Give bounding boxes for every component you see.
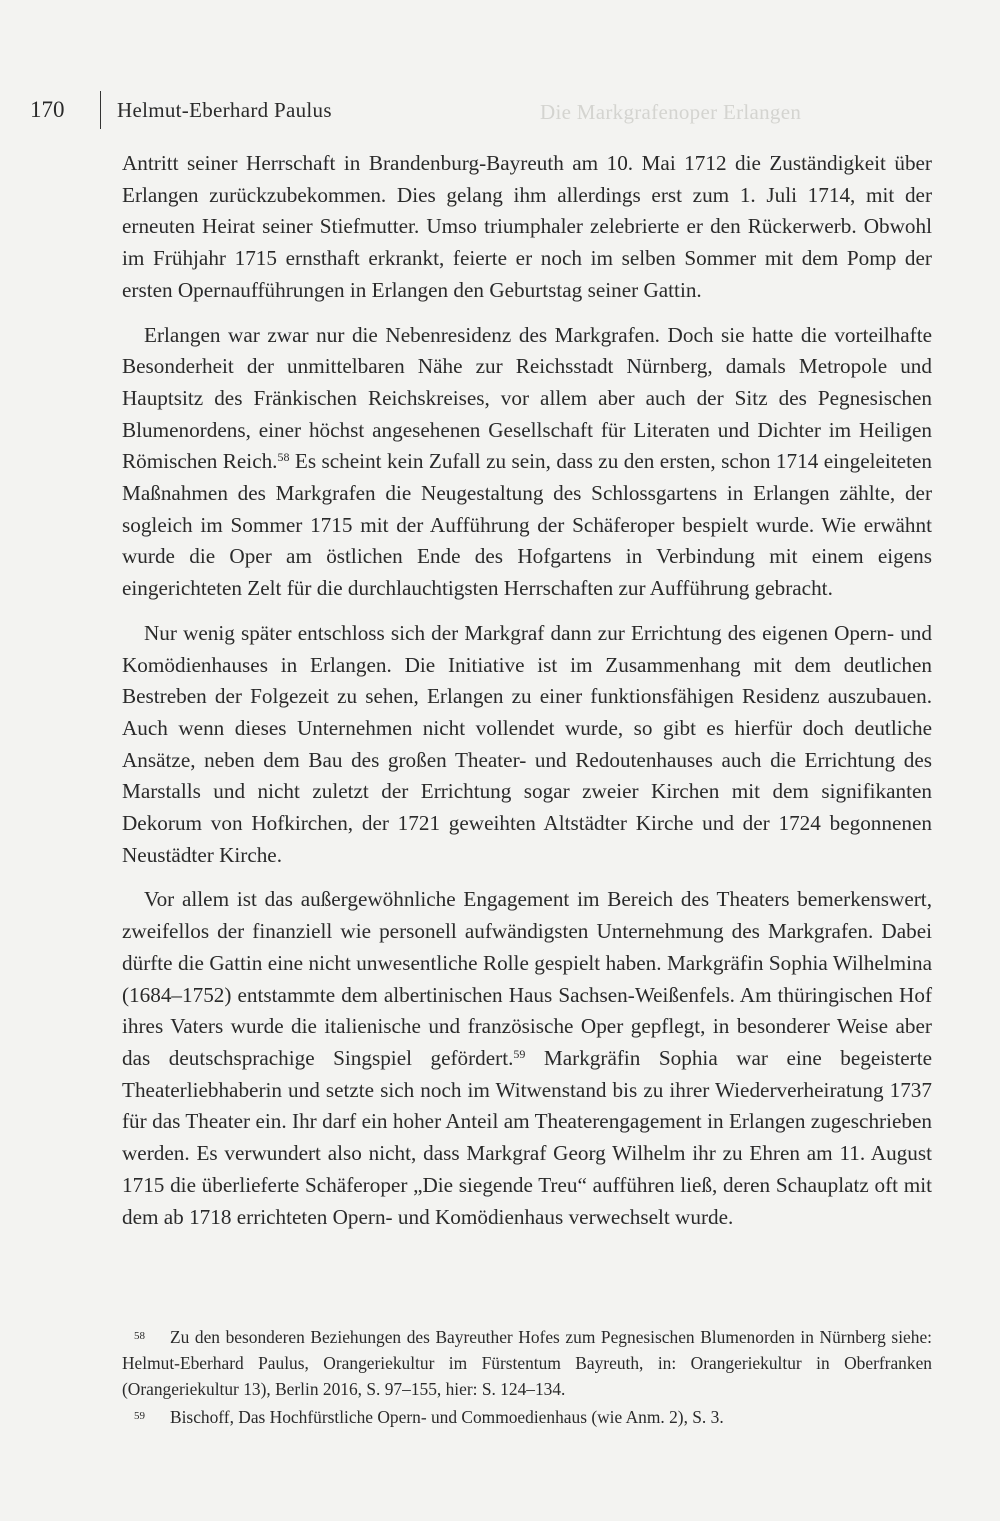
paragraph-2 — [122, 320, 932, 605]
footnote-ref-58: 58 — [277, 450, 290, 465]
paragraph-4-text-b: Markgräfin Sophia war eine begeisterte Theaterliebhaberin und setzte sich noch im Witwenstand bis zu ihrer Wiederverheiratung 1737 für das Theater ein. Ihr darf ein hoher Anteil am Theaterengagement in Erlangen zugeschrieben werden. Es verwundert also nicht, dass Markgraf Georg Wilhelm ihr zu Ehren am 11. August 1715 die überlieferte Schäferoper „Die siegende Treu“ aufführen ließ, deren Schauplatz oft mit dem ab 1718 errichteten Opern- und Komödienhaus verwechselt wurde. — [122, 1045, 932, 1229]
footnote-number: 58 — [134, 1330, 145, 1342]
paragraph-4 — [122, 884, 932, 1233]
footnote-ref-59: 59 — [513, 1046, 526, 1061]
footnote-text: Bischoff, Das Hochfürstliche Opern- und Commoedienhaus (wie Anm. 2), S. 3. — [170, 1406, 724, 1427]
body-text — [122, 148, 932, 1233]
paragraph-2-text-a: Erlangen war zwar nur die Nebenresidenz des Markgrafen. Doch sie hatte die vorteilhafte Besonderheit der unmittelbaren Nähe zur Reichsstadt Nürnberg, damals Metropole und Hauptsitz des Fränkischen Reichskreises, vor allem aber auch der Sitz des Pegnesischen Blumenordens, einer höchst angesehenen Gesellschaft für Literaten und Dichter im Heiligen Römischen Reich. — [122, 322, 932, 474]
footnote-58 — [122, 1323, 932, 1403]
header-divider — [100, 91, 101, 129]
running-head-author: Helmut-Eberhard Paulus — [117, 97, 332, 122]
footnotes — [122, 1323, 932, 1430]
paragraph-3: Nur wenig später entschloss sich der Markgraf dann zur Errichtung des eigenen Opern- und Komödienhauses in Erlangen. Die Initiative ist im Zusammenhang mit dem deutlichen Bestreben der Folgezeit zu sehen, Erlangen zu einer funktionsfähigen Residenz auszubauen. Auch wenn dieses Unternehmen nicht vollendet wurde, so gibt es hierfür doch deutliche Ansätze, neben dem Bau des großen Theater- und Redoutenhauses auch die Errichtung des Marstalls und nicht zuletzt der Errichtung sogar zweier Kirchen mit dem signifikanten Dekorum von Hofkirchen, der 1721 geweihten Altstädter Kirche und der 1724 begonnenen Neustädter Kirche. — [122, 620, 932, 867]
paragraph-2-text-b: Es scheint kein Zufall zu sein, dass zu den ersten, schon 1714 eingeleiteten Maßnahmen des Markgrafen die Neugestaltung des Schlossgartens in Erlangen zählte, der sogleich im Sommer 1715 mit der Aufführung der Schäferoper bespielt wurde. Wie erwähnt wurde die Oper am östlichen Ende des Hofgartens in Verbindung mit einem eigens eingerichteten Zelt für die durchlauchtigsten Herrschaften zur Aufführung gebracht. — [122, 449, 932, 601]
page-number: 170 — [30, 97, 65, 122]
paragraph-1: Antritt seiner Herrschaft in Brandenburg-Bayreuth am 10. Mai 1712 die Zuständigkeit über Erlangen zurückzubekommen. Dies gelang ihm allerdings erst zum 1. Juli 1714, mit der erneuten Heirat seiner Stiefmutter. Umso triumphaler zelebrierte er den Rückerwerb. Obwohl im Frühjahr 1715 ernsthaft erkrankt, feierte er noch im selben Sommer mit dem Pomp der ersten Opernaufführungen in Erlangen den Geburtstag seiner Gattin. — [122, 151, 932, 302]
running-header — [30, 90, 332, 130]
footnote-number: 59 — [134, 1409, 145, 1422]
footnote-text: Zu den besonderen Beziehungen des Bayreuther Hofes zum Pegnesischen Blumenorden in Nürnberg siehe: Helmut-Eberhard Paulus, Orangeriekultur im Fürstentum Bayreuth, in: Orangeriekultur in Oberfranken (Orangeriekultur 13), Berlin 2016, S. 97–155, hier: S. 124–134. — [122, 1327, 932, 1400]
paragraph-4-text-a: Vor allem ist das außergewöhnliche Engagement im Bereich des Theaters bemerkenswert, zweifellos der finanziell wie personell aufwändigsten Unternehmung des Markgrafen. Dabei dürfte die Gattin eine nicht unwesentliche Rolle gespielt haben. Markgräfin Sophia Wilhelmina (1684–1752) entstammte dem albertinischen Haus Sachsen-Weißenfels. Am thüringischen Hof ihres Vaters wurde die italienische und französische Oper gepflegt, in besonderer Weise aber das deutschsprachige Singspiel gefördert. — [122, 887, 932, 1070]
bleed-through-title: Die Markgrafenoper Erlangen — [540, 100, 802, 124]
footnote-59 — [122, 1403, 932, 1430]
